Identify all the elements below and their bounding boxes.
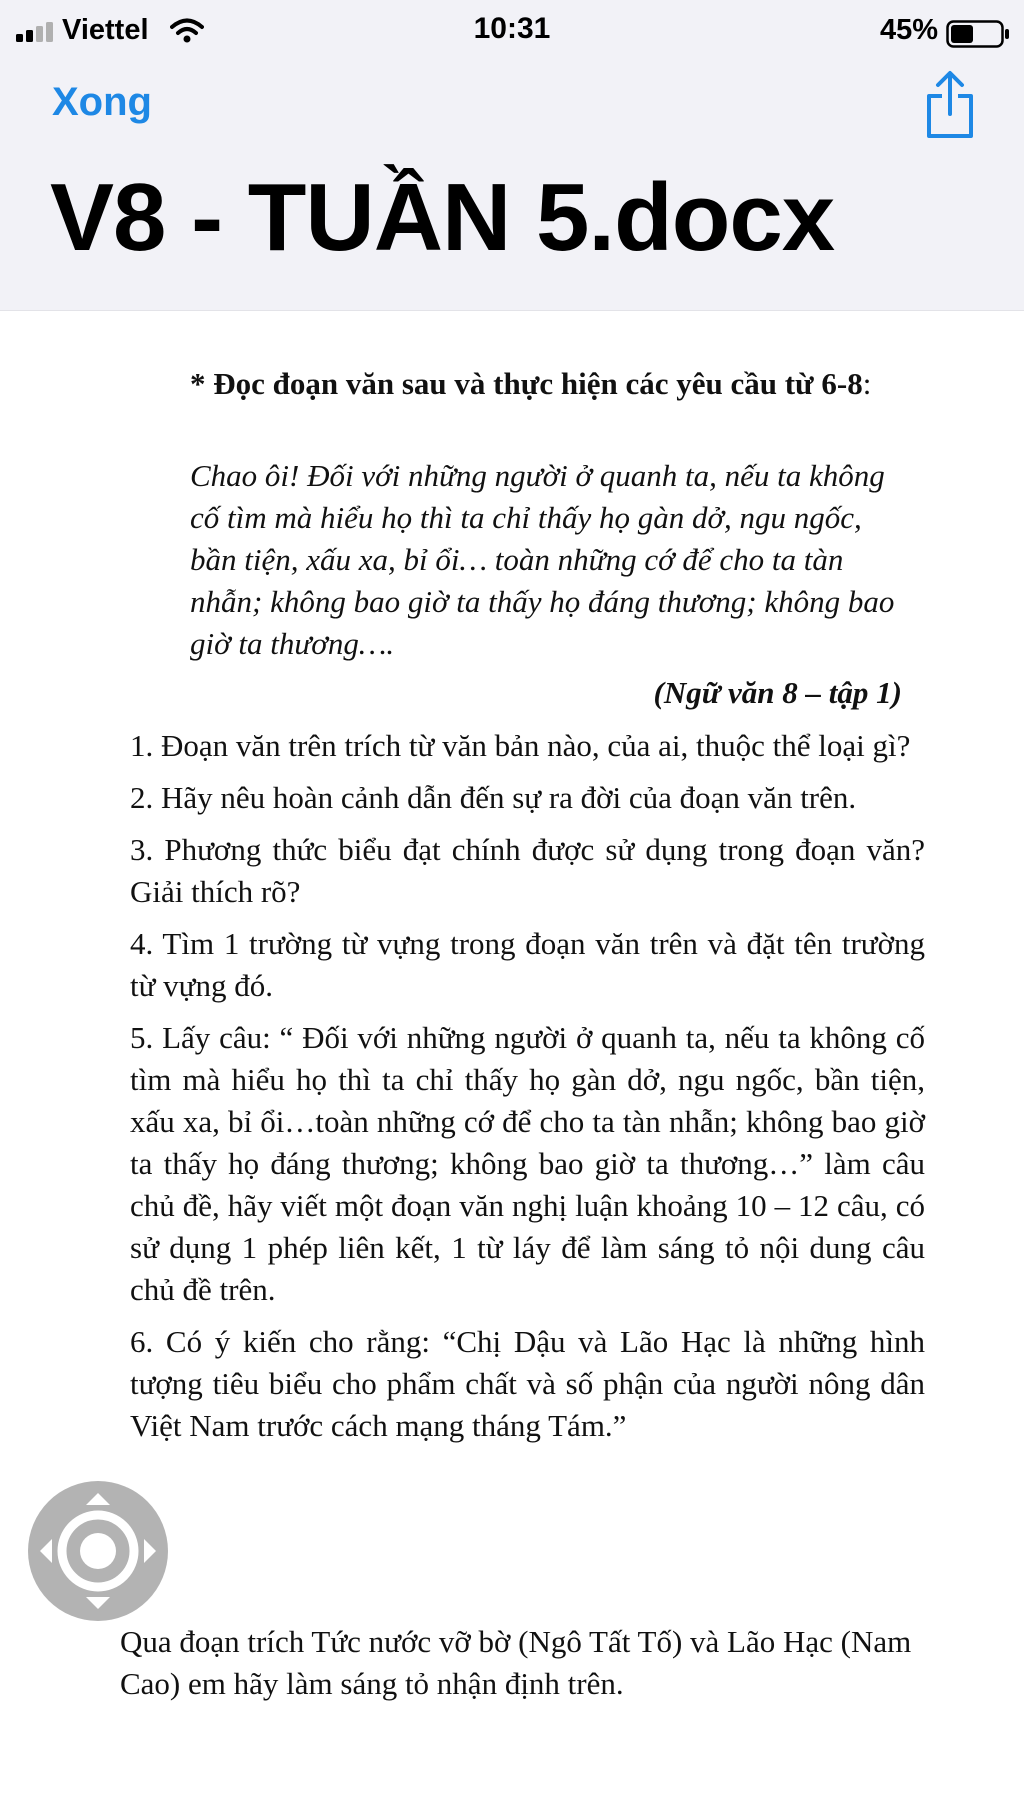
reading-instruction (190, 363, 910, 405)
question-list (130, 725, 925, 1457)
question-item: 5. Lấy câu: “ Đối với những người ở quanh ta, nếu ta không cố tìm mà hiểu họ thì ta chỉ thấy họ gàn dở, ngu ngốc, bần tiện, xấu xa, bỉ ổi…toàn những cớ để cho ta tàn nhẫn; không bao giờ ta thấy họ đáng thương; không bao giờ ta thương…” làm câu chủ đề, hãy viết một đoạn văn nghị luận khoảng 10 – 12 câu, có sử dụng 1 phép liên kết, 1 từ láy để làm sáng tỏ nội dung câu chủ đề trên. (130, 1020, 925, 1307)
question-item: 1. Đoạn văn trên trích từ văn bản nào, của ai, thuộc thể loại gì? (130, 728, 911, 763)
done-button[interactable]: Xong (52, 80, 152, 124)
assistive-touch-button[interactable] (28, 1481, 168, 1621)
assistive-touch-icon (28, 1481, 168, 1621)
top-bar (0, 0, 1024, 311)
question-item: 3. Phương thức biểu đạt chính được sử dụng trong đoạn văn?Giải thích rõ? (130, 832, 925, 909)
quoted-passage: Chao ôi! Đối với những người ở quanh ta, nếu ta không cố tìm mà hiểu họ thì ta chỉ thấy họ gàn dở, ngu ngốc, bần tiện, xấu xa, bỉ ổi… toàn những cớ để cho ta tàn nhẫn; không bao giờ ta thấy họ đáng thương; không bao giờ ta thương…. (190, 458, 895, 661)
battery-icon (946, 20, 1010, 48)
clock: 10:31 (473, 12, 551, 45)
share-icon[interactable] (924, 70, 976, 140)
source-citation: (Ngữ văn 8 – tập 1) (653, 675, 902, 710)
status-bar (0, 8, 1024, 52)
question-item: 2. Hãy nêu hoàn cảnh dẫn đến sự ra đời của đoạn văn trên. (130, 780, 857, 815)
question-item: 6. Có ý kiến cho rằng: “Chị Dậu và Lão Hạc là những hình tượng tiêu biểu cho phẩm chất và số phận của người nông dân Việt Nam trước cách mạng tháng Tám.” (130, 1324, 925, 1443)
closing-paragraph: Qua đoạn trích Tức nước vỡ bờ (Ngô Tất Tố) và Lão Hạc (Nam Cao) em hãy làm sáng tỏ nhận định trên. (120, 1624, 912, 1701)
question-item: 4. Tìm 1 trường từ vựng trong đoạn văn trên và đặt tên trường từ vựng đó. (130, 926, 925, 1003)
carrier-label: Viettel (62, 14, 149, 46)
document-title: V8 - TUẦN 5.docx (50, 164, 835, 271)
battery-percentage: 45% (879, 14, 938, 46)
instruction-text: * Đọc đoạn văn sau và thực hiện các yêu cầu từ 6-8 (190, 366, 863, 401)
instruction-colon: : (862, 366, 872, 401)
